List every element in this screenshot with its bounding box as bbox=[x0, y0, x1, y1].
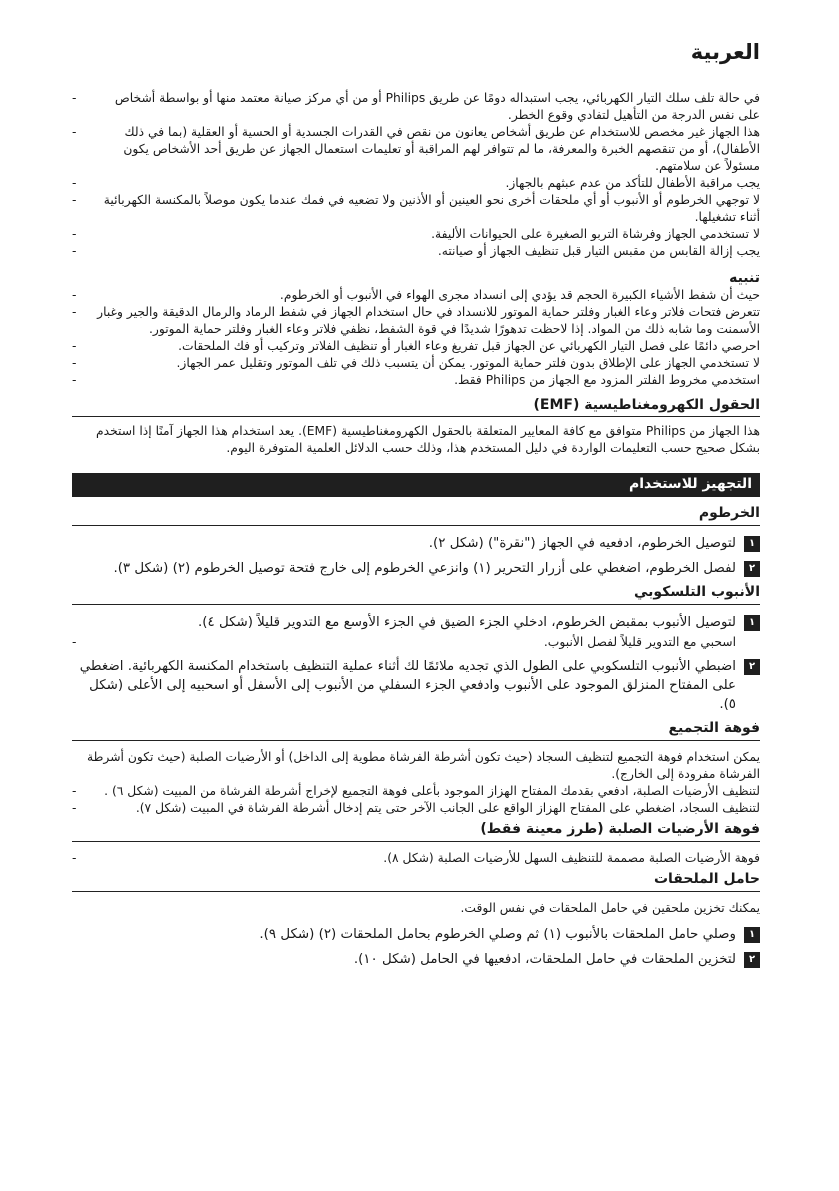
caution-heading: تنبيه bbox=[729, 270, 760, 286]
caution-list bbox=[72, 287, 760, 389]
step-number: ٢ bbox=[744, 952, 760, 968]
manual-page bbox=[72, 40, 760, 1180]
list-item: - حيث أن شفط الأشياء الكبيرة الحجم قد يؤدي إلى انسداد مجرى الهواء في الأنبوب أو الخرطوم. bbox=[72, 288, 760, 302]
nozzle-text: يمكن استخدام فوهة التجميع لتنظيف السجاد (حيث تكون أشرطة الفرشاة مطوية إلى الداخل) أو الأرضيات الصلبة (حيث تكون أشرطة الفرشاة مفرودة إلى الخارج). bbox=[87, 750, 760, 781]
list-item: - في حالة تلف سلك التيار الكهربائي، يجب استبداله دومًا عن طريق Philips أو من أي مركز صيانة معتمد منها أو بواسطة أشخاص على نفس الدرجة من التأهيل لتفادي وقوع الخطر. bbox=[72, 91, 760, 122]
step-item: ١ وصلي حامل الملحقات بالأنبوب (١) ثم وصلي الخرطوم بحامل الملحقات (٢) (شكل ٩). bbox=[72, 925, 760, 944]
tube-heading: الأنبوب التلسكوبي bbox=[72, 584, 760, 605]
emf-text: هذا الجهاز من Philips متوافق مع كافة المعايير المتعلقة بالحقول الكهرومغناطيسية (EMF). يعد استخدام هذا الجهاز آمنًا إذا استخدم بشكل صحيح حسب التعليمات الواردة في دليل المستخدم هذا، وذلك حسب الدلائل العلمية المتوفرة اليوم. bbox=[96, 424, 760, 455]
step-number: ٢ bbox=[744, 659, 760, 675]
nozzle-list bbox=[72, 783, 760, 817]
step-item: ٢ لفصل الخرطوم، اضغطي على أزرار التحرير (١) وانزعي الخرطوم إلى خارج فتحة توصيل الخرطوم (٢) (شكل ٣). bbox=[72, 559, 760, 578]
list-item: - استخدمي مخروط الفلتر المزود مع الجهاز من Philips فقط. bbox=[72, 373, 760, 387]
step-item: ١ لتوصيل الخرطوم، ادفعيه في الجهاز ("نقرة") (شكل ٢). bbox=[72, 534, 760, 553]
list-item: - لا تستخدمي الجهاز وفرشاة التربو الصغيرة على الحيوانات الأليفة. bbox=[72, 227, 760, 241]
step-number: ١ bbox=[744, 615, 760, 631]
step-number: ١ bbox=[744, 927, 760, 943]
holder-heading: حامل الملحقات bbox=[72, 871, 760, 892]
step-item: ٢ لتخزين الملحقات في حامل الملحقات، ادفعيها في الحامل (شكل ١٠). bbox=[72, 950, 760, 969]
hardfloor-heading: فوهة الأرضيات الصلبة (طرز معينة فقط) bbox=[72, 821, 760, 842]
page-title: العربية bbox=[690, 40, 760, 64]
step-note: - اسحبي مع التدوير قليلاً لفصل الأنبوب. bbox=[72, 635, 736, 649]
step-item: ١ لتوصيل الأنبوب بمقبض الخرطوم، ادخلي الجزء الضيق في الجزء الأوسع مع التدوير قليلاً (شكل ٤). bbox=[72, 613, 760, 632]
step-number: ٢ bbox=[744, 561, 760, 577]
list-item: - لا توجهي الخرطوم أو الأنبوب أو أي ملحقات أخرى نحو العينين أو الأذنين ولا تضعيه في فمك عندما يكون موصلاً بالمكنسة الكهربائية أثناء تشغيلها. bbox=[72, 193, 760, 224]
step-item: ٢ اضبطي الأنبوب التلسكوبي على الطول الذي تجديه ملائمًا لك أثناء عملية التنظيف باستخدام المكنسة الكهربائية. اضغطي على المفتاح المنزلق الموجود على الأنبوب وادفعي الجزء السفلي من الأنبوب إلى الأسفل أو اسحبيه إلى الأعلى (شكل ٥). bbox=[72, 657, 760, 714]
nozzle-heading: فوهة التجميع bbox=[72, 720, 760, 741]
list-item: - فوهة الأرضيات الصلبة مصممة للتنظيف السهل للأرضيات الصلبة (شكل ٨). bbox=[72, 851, 760, 865]
list-item: - يجب إزالة القابس من مقبس التيار قبل تنظيف الجهاز أو صيانته. bbox=[72, 244, 760, 258]
hose-heading: الخرطوم bbox=[72, 505, 760, 526]
section-bar: التجهيز للاستخدام bbox=[72, 473, 760, 497]
list-item: - لتنظيف الأرضيات الصلبة، ادفعي بقدمك المفتاح الهزاز الموجود بأعلى فوهة التجميع لإخراج أشرطة الفرشاة من المبيت (شكل ٦) . bbox=[72, 784, 760, 798]
list-item: - احرصي دائمًا على فصل التيار الكهربائي عن الجهاز قبل تفريغ وعاء الغبار أو تنظيف الفلاتر وتركيب أو فك الملحقات. bbox=[72, 339, 760, 353]
list-item: - لا تستخدمي الجهاز على الإطلاق بدون فلتر حماية الموتور. يمكن أن يتسبب ذلك في تلف الموتور وتقليل عمر الجهاز. bbox=[72, 356, 760, 370]
list-item: - هذا الجهاز غير مخصص للاستخدام عن طريق أشخاص يعانون من نقص في القدرات الجسدية أو الحسية أو العقلية (بما في ذلك الأطفال)، أو من تنقصهم الخبرة والمعرفة، ما لم تتوافر لهم المراقبة أو تعليمات استعمال الجهاز عن طريق أحد الأشخاص يكون مسئولاً عن سلامتهم. bbox=[72, 125, 760, 173]
emf-heading: الحقول الكهرومغناطيسية (EMF) bbox=[72, 397, 760, 417]
safety-list bbox=[72, 90, 760, 260]
list-item: - لتنظيف السجاد، اضغطي على المفتاح الهزاز الواقع على الجانب الآخر حتى يتم إدخال أشرطة الفرشاة في المبيت (شكل ٧). bbox=[72, 801, 760, 815]
step-number: ١ bbox=[744, 536, 760, 552]
list-item: - تتعرض فتحات فلاتر وعاء الغبار وفلتر حماية الموتور للانسداد في حال استخدام الجهاز في شفط الرماد والرمال الدقيقة والجير وغبار الأسمنت وما شابه ذلك من المواد. إذا لاحظت تدهورًا شديدًا في قوة الشفط، نظفي فلاتر وعاء الغبار وفلتر حماية الموتور. bbox=[72, 305, 760, 336]
hardfloor-list bbox=[72, 850, 760, 867]
list-item: - يجب مراقبة الأطفال للتأكد من عدم عبثهم بالجهاز. bbox=[72, 176, 760, 190]
holder-text: يمكنك تخزين ملحقين في حامل الملحقات في نفس الوقت. bbox=[460, 901, 760, 915]
